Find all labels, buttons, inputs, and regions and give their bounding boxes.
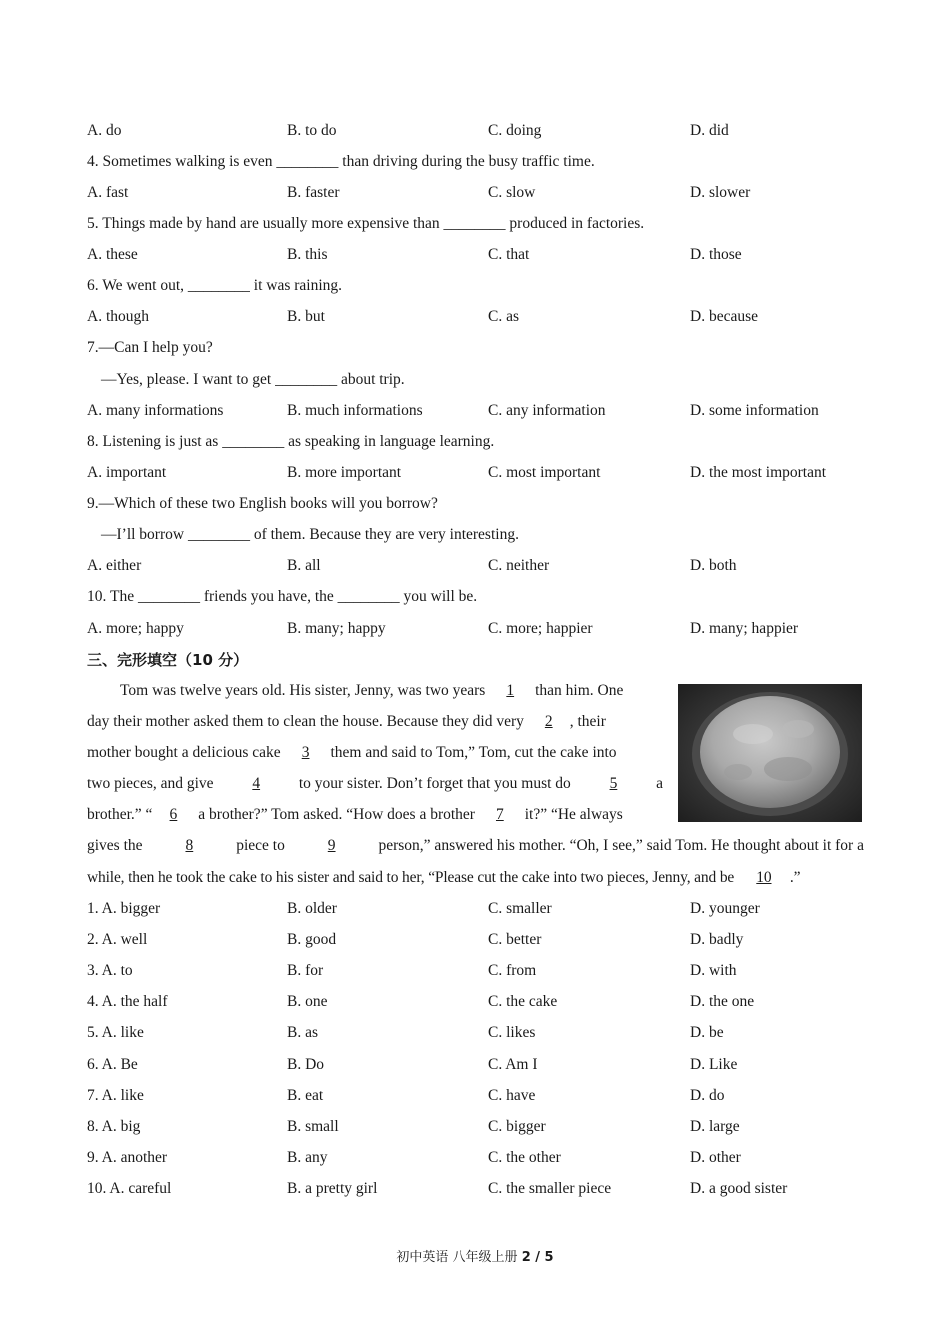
passage-line-3: mother bought a delicious cake 3 them and said to Tom,” Tom, cut the cake into (87, 742, 617, 764)
q7-option-a: A. many informations (87, 402, 224, 419)
cloze-q1-option-c: C. smaller (488, 900, 552, 917)
q3-option-b: B. to do (287, 122, 337, 139)
q7-stem: 7.—Can I help you? (87, 339, 213, 356)
cloze-q7-option-c: C. have (488, 1086, 536, 1104)
q4-option-d: D. slower (690, 184, 751, 201)
q6-option-b: B. but (287, 308, 325, 325)
q4-stem: 4. Sometimes walking is even ________ than driving during the busy traffic time. (87, 153, 595, 170)
cloze-q6-option-c: C. Am I (488, 1055, 538, 1073)
cloze-q3-option-d: D. with (690, 962, 737, 980)
q6-stem: 6. We went out, ________ it was raining. (87, 277, 343, 294)
cloze-q1-option-a: 1. A. bigger (87, 900, 161, 917)
cloze-q9-option-d: D. other (690, 1148, 741, 1166)
cloze-q4-option-a: 4. A. the half (87, 993, 168, 1011)
q6-option-d: D. because (690, 308, 758, 325)
cloze-q5-option-d: D. be (690, 1024, 724, 1042)
q9-option-d: D. both (690, 557, 737, 574)
cloze-q5-option-b: B. as (287, 1024, 318, 1042)
cloze-q8-option-c: C. bigger (488, 1117, 546, 1135)
q9-stem-reply: —I’ll borrow ________ of them. Because they are very interesting. (101, 526, 519, 543)
cake-photo (678, 684, 862, 822)
cloze-q4-option-c: C. the cake (488, 993, 558, 1011)
q10-option-d: D. many; happier (690, 620, 799, 637)
cloze-q1-option-d: D. younger (690, 900, 760, 917)
cloze-q9-option-c: C. the other (488, 1148, 561, 1166)
q5-option-d: D. those (690, 246, 742, 263)
cloze-q6-option-b: B. Do (287, 1055, 325, 1073)
passage-line-4: two pieces, and give 4 to your sister. Don’t forget that you must do 5 a (87, 773, 663, 795)
cloze-q2-option-a: 2. A. well (87, 931, 148, 949)
cloze-q9-option-b: B. any (287, 1148, 328, 1166)
blank-8: 8 (185, 837, 194, 854)
cloze-q3-option-b: B. for (287, 962, 324, 980)
blank-9: 9 (327, 837, 336, 854)
footer-course: 初中英语 八年级上册 (396, 1250, 518, 1265)
q5-option-b: B. this (287, 246, 328, 263)
cloze-q3-option-c: C. from (488, 962, 537, 980)
cloze-q5-option-a: 5. A. like (87, 1024, 144, 1042)
q10-option-a: A. more; happy (87, 620, 184, 637)
footer-page-number: 2 / 5 (521, 1250, 554, 1265)
cloze-q1-option-b: B. older (287, 900, 337, 917)
q8-option-c: C. most important (488, 464, 601, 481)
q7-stem-reply: —Yes, please. I want to get ________ about trip. (101, 371, 405, 388)
q5-option-a: A. these (87, 246, 138, 263)
blank-7: 7 (495, 806, 504, 823)
q3-option-d: D. did (690, 122, 729, 139)
q6-option-a: A. though (87, 308, 149, 325)
cloze-q2-option-d: D. badly (690, 931, 744, 949)
q8-option-b: B. more important (287, 464, 402, 481)
blank-4: 4 (252, 775, 261, 792)
cloze-q7-option-d: D. do (690, 1086, 725, 1104)
passage-line-7: while, then he took the cake to his sister and said to her, “Please cut the cake into two pieces, Jenny, and be 10 .” (87, 867, 800, 889)
q9-stem: 9.—Which of these two English books will you borrow? (87, 495, 438, 512)
q7-option-d: D. some information (690, 402, 819, 419)
cloze-q4-option-d: D. the one (690, 993, 755, 1011)
q10-option-c: C. more; happier (488, 620, 593, 637)
cloze-q8-option-b: B. small (287, 1117, 339, 1135)
q4-option-b: B. faster (287, 184, 340, 201)
q8-stem: 8. Listening is just as ________ as speaking in language learning. (87, 433, 495, 450)
cloze-q8-option-a: 8. A. big (87, 1117, 141, 1135)
blank-1: 1 (506, 682, 515, 699)
q6-option-c: C. as (488, 308, 519, 325)
section-heading-cloze: 三、完形填空（10 分） (87, 651, 249, 669)
cloze-q3-option-a: 3. A. to (87, 962, 133, 980)
q9-option-b: B. all (287, 557, 321, 574)
q9-option-a: A. either (87, 557, 142, 574)
passage-line-1: Tom was twelve years old. His sister, Jenny, was two years 1 than him. One (120, 680, 623, 702)
blank-6: 6 (169, 806, 178, 823)
blank-10: 10 (756, 869, 772, 886)
q8-option-a: A. important (87, 464, 167, 481)
cloze-q6-option-d: D. Like (690, 1055, 738, 1073)
q5-option-c: C. that (488, 246, 530, 263)
passage-line-6: gives the 8 piece to 9 person,” answered his mother. “Oh, I see,” said Tom. He thought about it for a (87, 835, 864, 857)
q4-option-c: C. slow (488, 184, 536, 201)
cloze-q7-option-a: 7. A. like (87, 1086, 144, 1104)
cloze-q2-option-c: C. better (488, 931, 542, 949)
q5-stem: 5. Things made by hand are usually more expensive than ________ produced in factories. (87, 215, 645, 232)
q9-option-c: C. neither (488, 557, 550, 574)
q10-stem: 10. The ________ friends you have, the ________ you will be. (87, 588, 478, 605)
cloze-q6-option-a: 6. A. Be (87, 1055, 138, 1073)
cloze-q10-option-a: 10. A. careful (87, 1179, 172, 1197)
cloze-q7-option-b: B. eat (287, 1086, 324, 1104)
q8-option-d: D. the most important (690, 464, 827, 481)
cloze-q10-option-d: D. a good sister (690, 1179, 788, 1197)
q7-option-c: C. any information (488, 402, 606, 419)
blank-3: 3 (301, 744, 310, 761)
cloze-q4-option-b: B. one (287, 993, 328, 1011)
page-footer (0, 1246, 950, 1265)
cloze-q9-option-a: 9. A. another (87, 1148, 168, 1166)
blank-5: 5 (609, 775, 618, 792)
q3-option-a: A. do (87, 122, 122, 139)
cloze-q10-option-c: C. the smaller piece (488, 1179, 612, 1197)
q4-option-a: A. fast (87, 184, 129, 201)
cloze-q5-option-c: C. likes (488, 1024, 536, 1042)
cloze-q8-option-d: D. large (690, 1117, 740, 1135)
blank-2: 2 (544, 713, 553, 730)
passage-line-2: day their mother asked them to clean the house. Because they did very 2 , their (87, 711, 606, 733)
q10-option-b: B. many; happy (287, 620, 386, 637)
cloze-q2-option-b: B. good (287, 931, 337, 949)
q7-option-b: B. much informations (287, 402, 423, 419)
passage-line-5: brother.” “ 6 a brother?” Tom asked. “How does a brother 7 it?” “He always (87, 804, 623, 826)
cloze-q10-option-b: B. a pretty girl (287, 1179, 378, 1197)
q3-option-c: C. doing (488, 122, 542, 139)
